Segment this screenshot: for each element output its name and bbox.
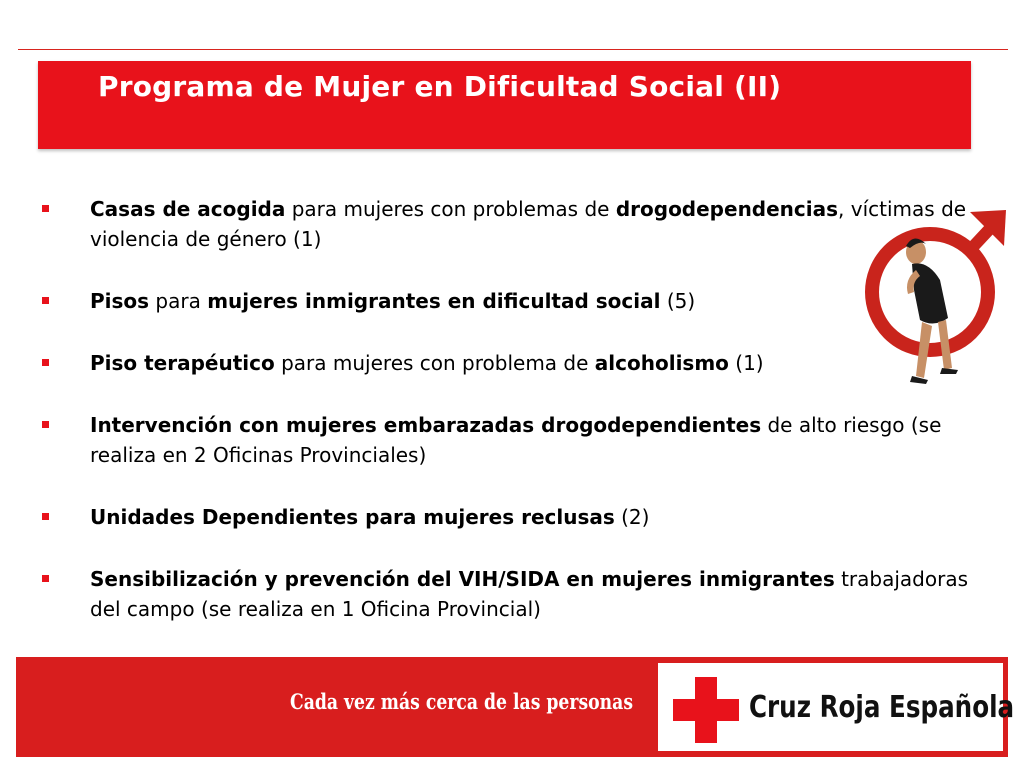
bullet-item — [38, 348, 998, 378]
bullet-bold-text: Casas de acogida — [90, 197, 286, 221]
bullet-text: (1) — [728, 351, 764, 375]
bullet-item — [38, 194, 998, 254]
slide-title: Programa de Mujer en Dificultad Social (II) — [98, 70, 782, 103]
bullet-text: para mujeres con problema de — [274, 351, 595, 375]
red-cross-icon — [673, 677, 739, 743]
bullet-marker — [42, 513, 49, 520]
woman-on-male-symbol-illustration — [858, 200, 1008, 415]
bullet-bold-text: Intervención con mujeres embarazadas drogodependientes — [90, 413, 762, 437]
cruz-roja-logo — [658, 663, 1015, 751]
bullet-text: para — [149, 289, 208, 313]
bullet-bold-text: Piso terapéutico — [90, 351, 275, 375]
bullet-bold-text: Unidades Dependientes para mujeres reclusas — [90, 505, 615, 529]
bullet-item — [38, 286, 998, 316]
bullet-text: , víctimas de violencia de género (1) — [90, 197, 967, 251]
bullet-marker — [42, 421, 49, 428]
footer-slogan: Cada vez más cerca de las personas — [290, 689, 634, 714]
bullet-bold-text: Pisos — [90, 289, 150, 313]
bullet-list — [38, 194, 998, 656]
bullet-marker — [42, 575, 49, 582]
bullet-text: para mujeres con problemas de — [285, 197, 616, 221]
top-divider — [18, 49, 1008, 50]
bullet-item — [38, 564, 998, 624]
bullet-text: de alto riesgo (se realiza en 2 Oficinas Provinciales) — [90, 413, 942, 467]
logo-text: Cruz Roja Española — [749, 690, 1015, 725]
bullet-bold-text: alcoholismo — [594, 351, 729, 375]
bullet-marker — [42, 297, 49, 304]
title-banner — [38, 61, 971, 149]
bullet-marker — [42, 205, 49, 212]
bullet-text: (2) — [614, 505, 650, 529]
bullet-bold-text: Sensibilización y prevención del VIH/SIDA en mujeres inmigrantes — [90, 567, 835, 591]
bullet-text: (5) — [660, 289, 696, 313]
footer-band — [16, 657, 1015, 757]
bullet-bold-text: mujeres inmigrantes en dificultad social — [207, 289, 661, 313]
bullet-item — [38, 410, 998, 470]
bullet-text: trabajadoras del campo (se realiza en 1 Oficina Provincial) — [90, 567, 968, 621]
bullet-bold-text: drogodependencias — [615, 197, 839, 221]
bullet-marker — [42, 359, 49, 366]
bullet-item — [38, 502, 998, 532]
